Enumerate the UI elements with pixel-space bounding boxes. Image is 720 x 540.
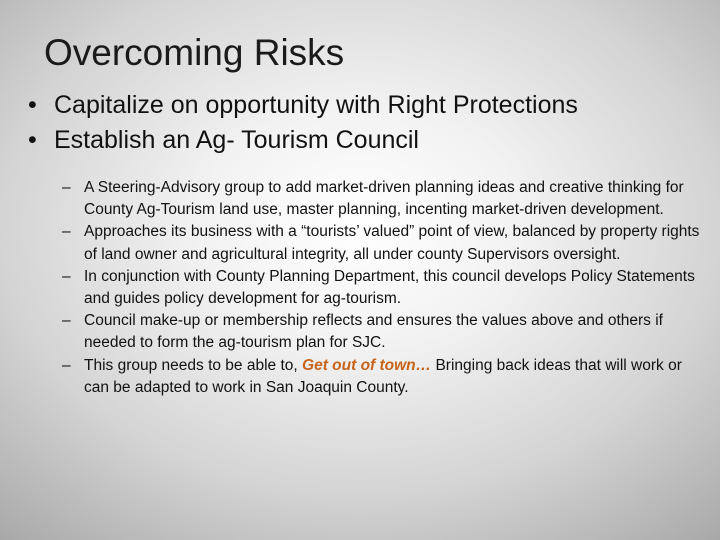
bullet-item xyxy=(28,123,708,158)
dash-icon: – xyxy=(62,223,71,241)
highlight-text: Get out of town… xyxy=(302,356,432,374)
sub-bullet-item xyxy=(62,266,702,310)
sub-bullet-text: A Steering-Advisory group to add market-driven planning ideas and creative thinking for County Ag-Tourism land use, master planning, incenting market-driven development. xyxy=(84,179,684,219)
sub-bullet-item xyxy=(62,221,702,265)
sub-bullet-text: Council make-up or membership reflects and ensures the values above and others if needed to form the ag-tourism plan for SJC. xyxy=(84,312,663,352)
bullet-icon: • xyxy=(28,91,37,119)
dash-icon: – xyxy=(62,312,71,330)
bullet-item xyxy=(28,88,708,123)
dash-icon: – xyxy=(62,179,71,196)
sub-bullet-text: Approaches its business with a “tourists’ valued” point of view, balanced by property rights of land owner and agricultural integrity, all under county Supervisors oversight. xyxy=(84,223,700,263)
dash-icon: – xyxy=(62,267,71,285)
sub-bullet-text-after: Bringing back ideas that will work or can be adapted to work in San Joaquin County. xyxy=(84,356,682,396)
slide-title: Overcoming Risks xyxy=(44,32,345,73)
sub-bullet-text: In conjunction with County Planning Department, this council develops Policy Statements and guides policy development for ag-tourism. xyxy=(84,267,695,308)
sub-bullet-list xyxy=(62,177,702,399)
bullet-text: Establish an Ag- Tourism Council xyxy=(54,126,419,154)
sub-bullet-item xyxy=(62,355,702,399)
bullet-list xyxy=(28,88,708,158)
sub-bullet-text-before: This group needs to be able to, xyxy=(84,356,303,374)
sub-bullet-item xyxy=(62,310,702,354)
bullet-text: Capitalize on opportunity with Right Protections xyxy=(54,91,578,119)
sub-bullet-item xyxy=(62,177,702,221)
bullet-icon: • xyxy=(28,126,37,154)
dash-icon: – xyxy=(62,356,71,374)
